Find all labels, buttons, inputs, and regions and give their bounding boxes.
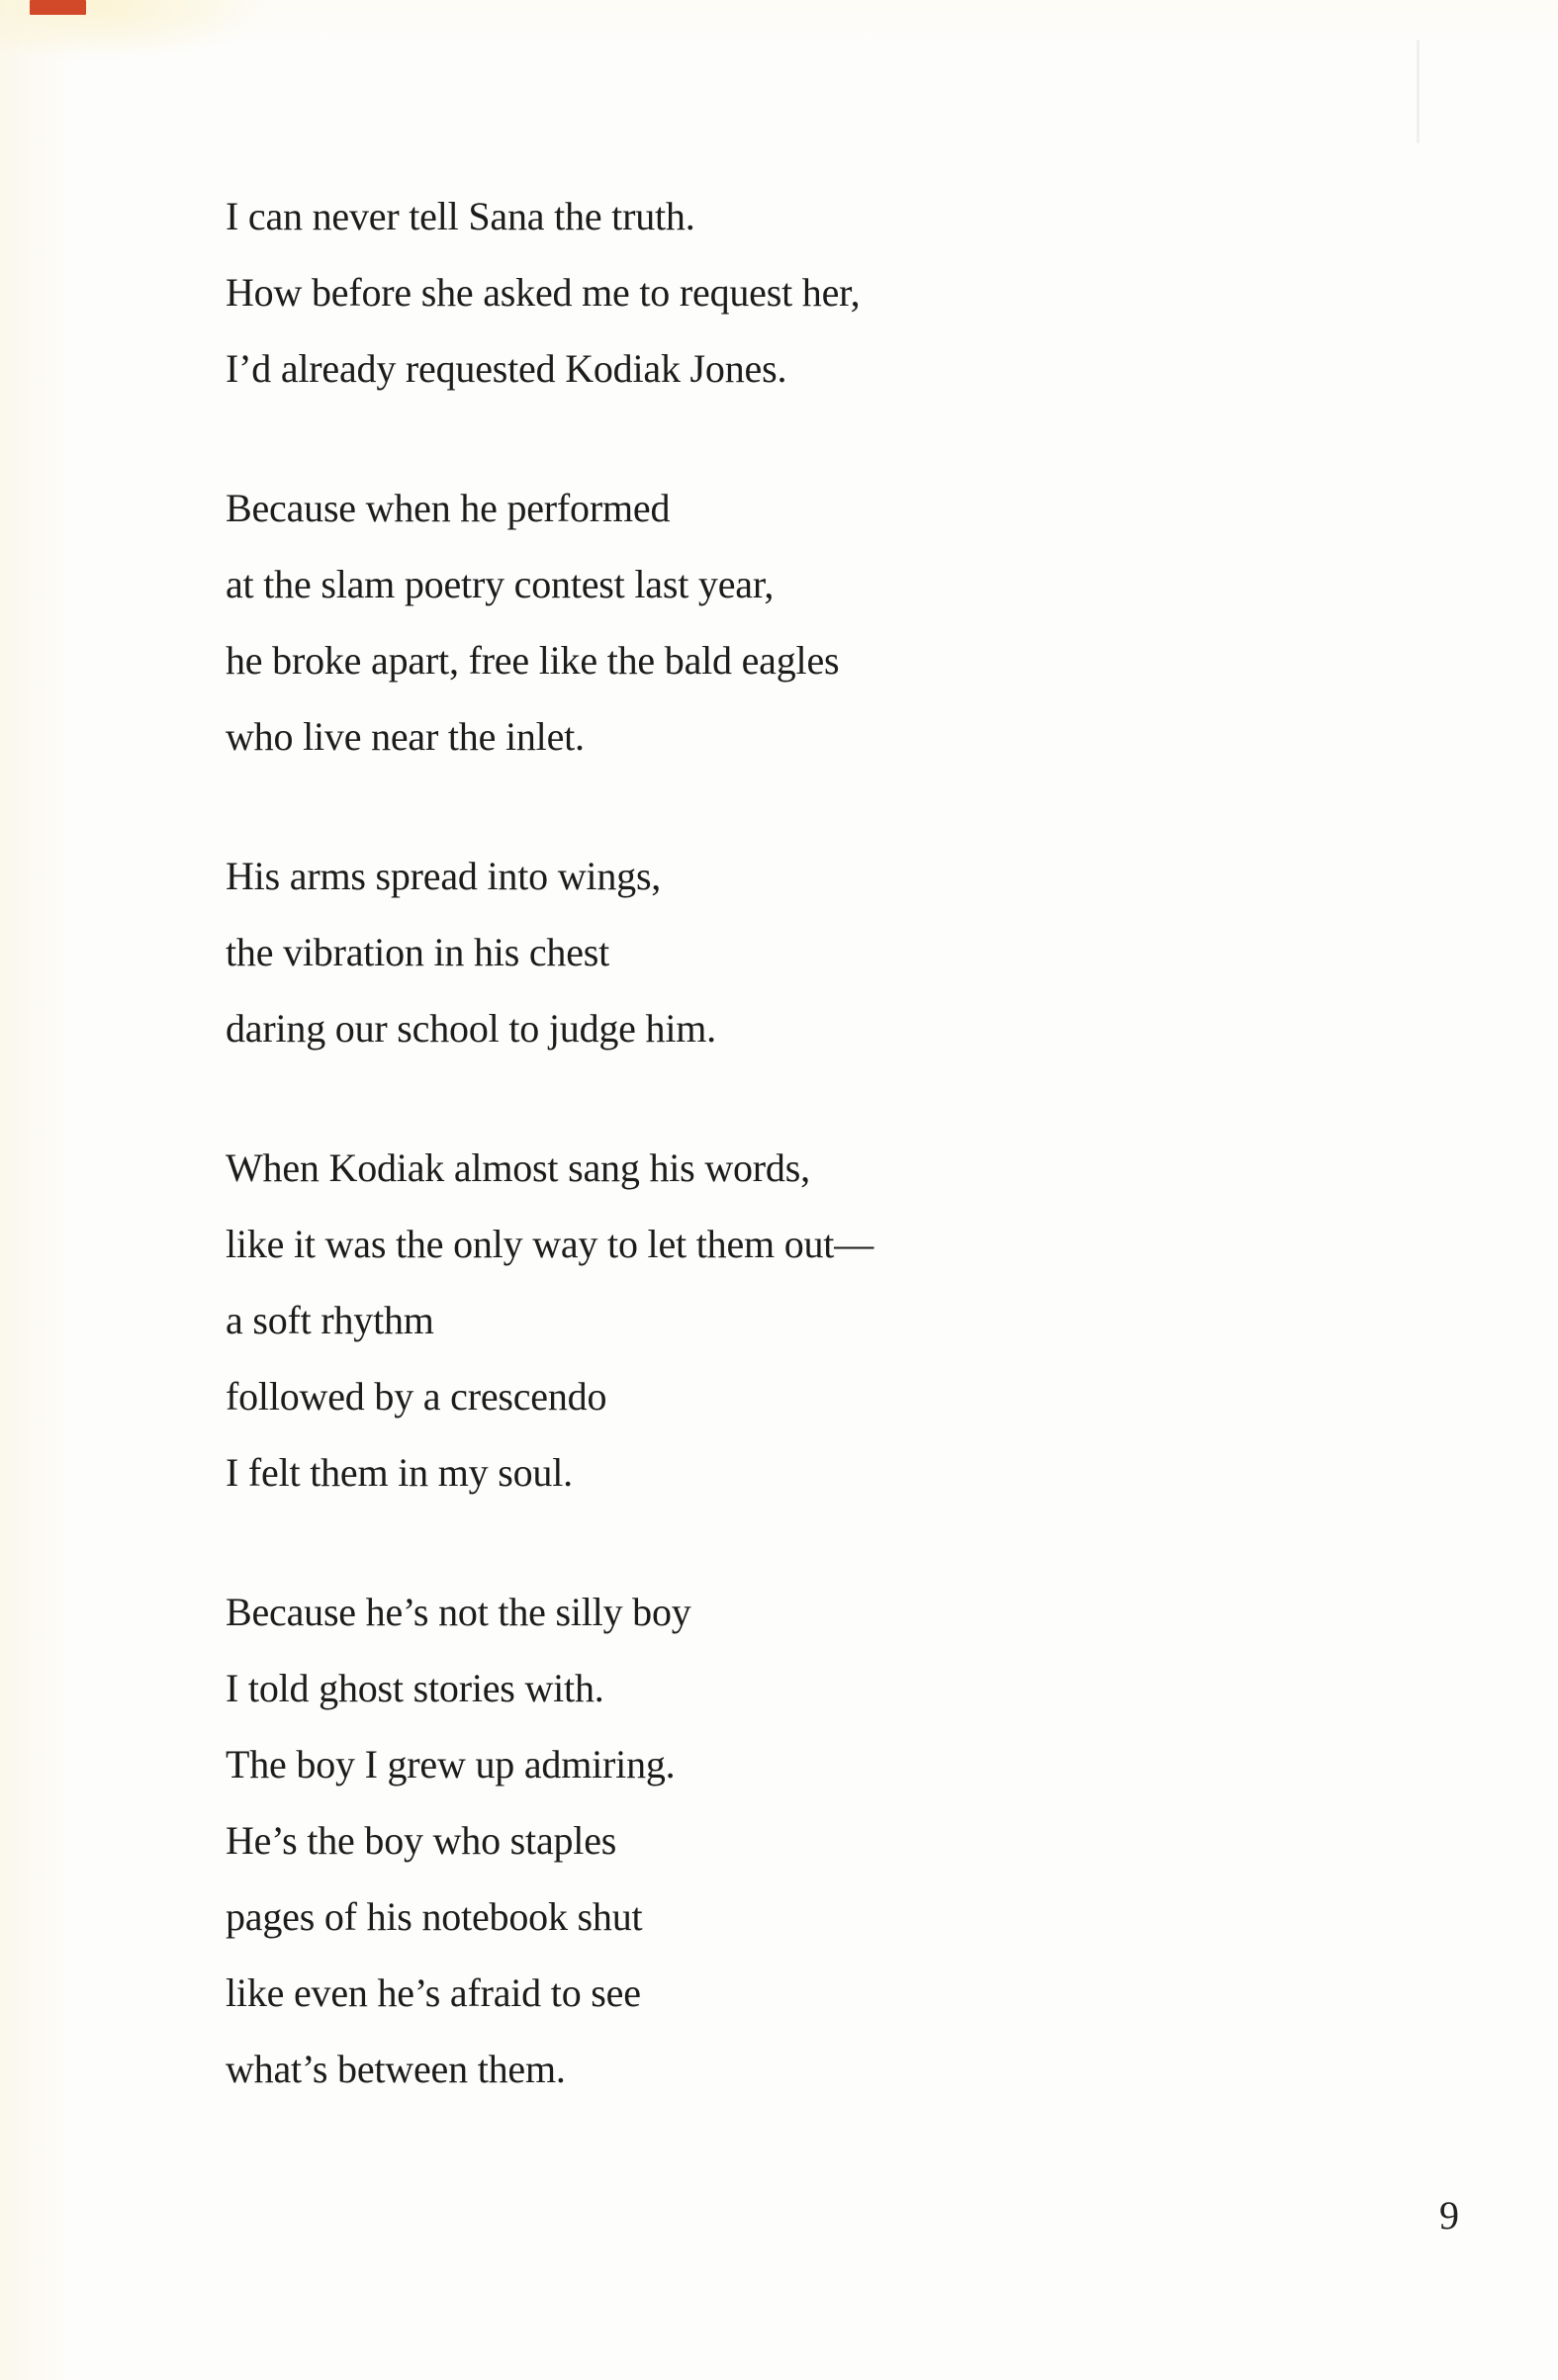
poem-line: Because he’s not the silly boy [226, 1590, 691, 1634]
scan-artifact-red [30, 0, 86, 15]
poem-line: what’s between them. [226, 2047, 566, 2091]
poem-line: I felt them in my soul. [226, 1450, 573, 1495]
poem-line: His arms spread into wings, [226, 854, 662, 898]
scan-streak [1417, 40, 1420, 143]
poem-line: who live near the inlet. [226, 714, 585, 759]
poem-line: When Kodiak almost sang his words, [226, 1145, 810, 1190]
poem-line: I can never tell Sana the truth. [226, 194, 695, 238]
poem-line: at the slam poetry contest last year, [226, 562, 775, 606]
poem-line: followed by a crescendo [226, 1374, 607, 1419]
stanza [226, 838, 873, 1066]
stanza [226, 470, 873, 775]
poem-line: The boy I grew up admiring. [226, 1742, 676, 1786]
poem-line: pages of his notebook shut [226, 1894, 643, 1939]
poem-line: the vibration in his chest [226, 930, 610, 974]
poem-line: I told ghost stories with. [226, 1666, 604, 1710]
poem-line: How before she asked me to request her, [226, 270, 861, 315]
poem-line: he broke apart, free like the bald eagles [226, 638, 840, 683]
poem-line: daring our school to judge him. [226, 1006, 716, 1051]
poem-line: Because when he performed [226, 486, 671, 530]
poem-line: I’d already requested Kodiak Jones. [226, 346, 787, 391]
poem-line: He’s the boy who staples [226, 1818, 617, 1863]
poem-line: a soft rhythm [226, 1298, 434, 1342]
stanza [226, 1130, 873, 1510]
poem [226, 178, 873, 2107]
poem-line: like even he’s afraid to see [226, 1970, 641, 2015]
poem-line: like it was the only way to let them out— [226, 1222, 874, 1266]
stanza [226, 178, 873, 407]
page-number: 9 [1439, 2193, 1459, 2238]
stanza [226, 1574, 873, 2107]
